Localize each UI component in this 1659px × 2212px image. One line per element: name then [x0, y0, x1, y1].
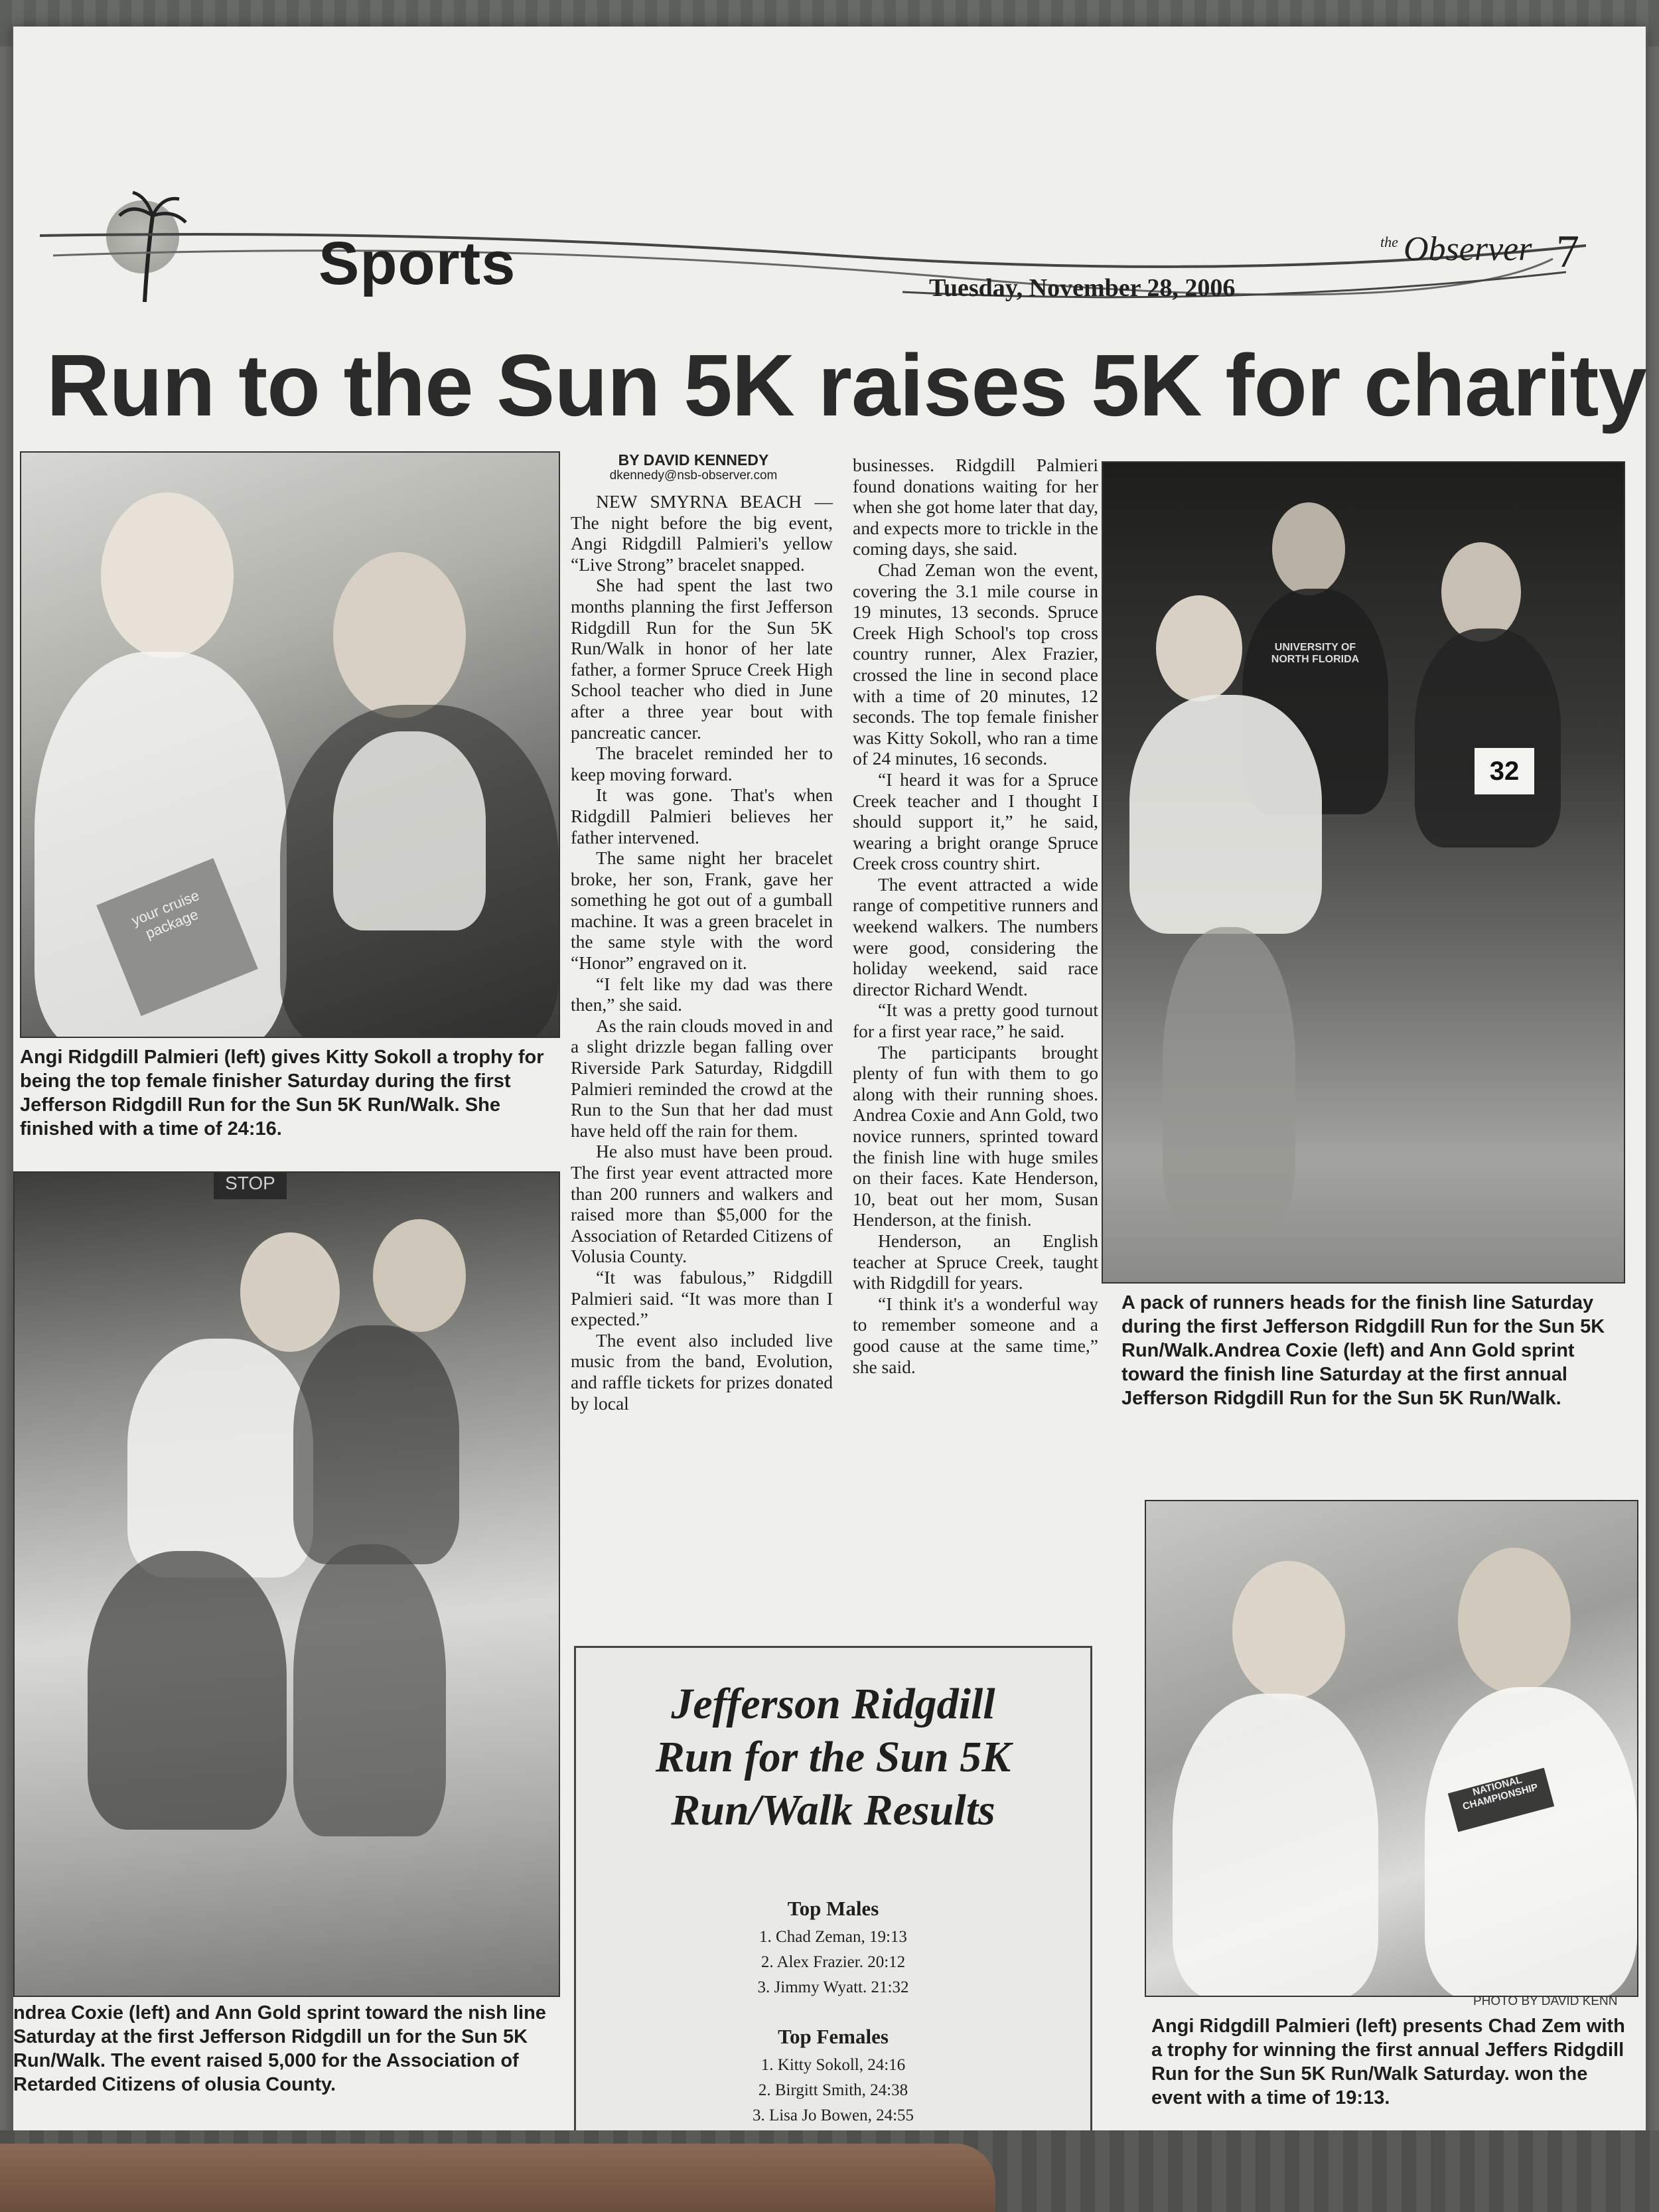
article-column-2 — [853, 455, 1098, 1377]
shirt-logo: NATIONAL CHAMPIONSHIP — [1448, 1768, 1554, 1832]
results-title-line: Run/Walk Results — [671, 1786, 995, 1834]
article-paragraph: The same night her bracelet broke, her son, Frank, gave her something he got out of a gumball machine. It was a green bracelet in the same style with the word “Honor” engraved on it. — [571, 848, 833, 974]
byline: BY DAVID KENNEDY — [618, 451, 769, 469]
article-paragraph: Chad Zeman won the event, covering the 3.1 mile course in 19 minutes, 13 seconds. Spruce Creek High School's top cross country runner, Alex Frazier, crossed the line in second place with a time of 20 minutes, 12 seconds. The top female finisher was Kitty Sokoll, who ran a time of 24 minutes, 16 seconds. — [853, 559, 1098, 769]
photo-trophy-presentation — [20, 451, 560, 1038]
results-title-line: Jefferson Ridgdill — [671, 1680, 995, 1728]
newspaper-page — [13, 27, 1646, 2157]
article-paragraph: The event also included live music from the band, Evolution, and raffle tickets for prizes donated by local — [571, 1329, 833, 1414]
results-box — [574, 1646, 1092, 2151]
article-paragraph: She had spent the last two months planning the first Jefferson Ridgdill Run for the Sun 5K Run/Walk in honor of her late father, a former Spruce Creek High School teacher who died in June after a three year bout with pancreatic cancer. — [571, 575, 833, 743]
top-males-heading: Top Males — [787, 1897, 879, 1920]
result-item: 3. Lisa Jo Bowen, 24:55 — [752, 2106, 914, 2124]
article-paragraph: The event attracted a wide range of competitive runners and weekend walkers. The numbers were good, considering the holiday weekend, said race director Richard Wendt. — [853, 873, 1098, 999]
caption-top-left: Angi Ridgdill Palmieri (left) gives Kitty Sokoll a trophy for being the top female finisher Saturday during the first Jefferson Ridgdill Run for the Sun 5K Run/Walk. She finished with a time of 24:16. — [20, 1047, 544, 1140]
caption-bottom-right: Angi Ridgdill Palmieri (left) presents Chad Zem with a trophy for winning the first annual Jeffers Ridgdill Run for the Sun 5K Run/Walk Saturday. won the event with a time of 19:13. — [1151, 2016, 1625, 2108]
stop-sign: STOP — [214, 1173, 287, 1199]
article-paragraph: It was gone. That's when Ridgdill Palmieri believes her father intervened. — [571, 784, 833, 848]
caption-bottom-left: ndrea Coxie (left) and Ann Gold sprint toward the nish line Saturday at the first Jefferson Ridgdill un for the Sun 5K Run/Walk. The event raised 5,000 for the Association of Retarded Citizens of olusia County. — [13, 2002, 546, 2095]
race-bib: 32 — [1475, 748, 1534, 794]
results-title — [576, 1678, 1090, 1837]
section-title: Sports — [319, 230, 516, 297]
page-number: 7 — [1556, 226, 1579, 277]
result-item: 3. Jimmy Wyatt. 21:32 — [757, 1978, 909, 1996]
top-females-heading: Top Females — [778, 2025, 889, 2048]
caption-top-right: A pack of runners heads for the finish line Saturday during the first Jefferson Ridgdill Run for the Sun 5K Run/Walk.Andrea Coxie (left) and Ann Gold sprint toward the finish line Saturday at the first annual Jefferson Ridgdill Run for the Sun 5K Run/Walk. — [1121, 1292, 1605, 1409]
headline: Run to the Sun 5K raises 5K for charity — [46, 336, 1646, 434]
article-paragraph: “I heard it was for a Spruce Creek teacher and I thought I should support it,” he said, wearing a bright orange Spruce Creek cross country shirt. — [853, 769, 1098, 874]
result-item: 1. Chad Zeman, 19:13 — [759, 1928, 907, 1946]
article-column-1 — [571, 491, 833, 1414]
book-cover: your cruise package — [96, 858, 258, 1016]
result-item: 2. Birgitt Smith, 24:38 — [758, 2081, 908, 2099]
article-paragraph: He also must have been proud. The first year event attracted more than 200 runners and walkers and raised more than $5,000 for the Association of Retarded Citizens of Volusia County. — [571, 1141, 833, 1267]
issue-date: Tuesday, November 28, 2006 — [929, 274, 1236, 302]
article-paragraph: As the rain clouds moved in and a slight drizzle began falling over Riverside Park Saturday, Ridgdill Palmieri reminded the crowd at the Run to the Sun that her dad must have held off the rain for them. — [571, 1015, 833, 1141]
masthead-prefix: the — [1380, 234, 1398, 250]
article-paragraph: “I think it's a wonderful way to remember someone and a good cause at the same time,” she said. — [853, 1293, 1098, 1377]
article-paragraph: “It was fabulous,” Ridgdill Palmieri said. “It was more than I expected.” — [571, 1266, 833, 1330]
article-paragraph: The participants brought plenty of fun with them to go along with their running shoes. Andrea Coxie and Ann Gold, two novice runners, sprinted toward the finish line with huge smiles on their faces. Kate Henderson, 10, beat out her mom, Susan Henderson, at the finish. — [853, 1041, 1098, 1230]
article-paragraph: Henderson, an English teacher at Spruce Creek, taught with Ridgdill for years. — [853, 1230, 1098, 1293]
result-item: 2. Alex Frazier. 20:12 — [760, 1953, 906, 1971]
article-paragraph: “I felt like my dad was there then,” she said. — [571, 973, 833, 1015]
article-paragraph: NEW SMYRNA BEACH — The night before the big event, Angi Ridgdill Palmieri's yellow “Live Strong” bracelet snapped. — [571, 491, 833, 575]
article-paragraph: The bracelet reminded her to keep moving forward. — [571, 743, 833, 784]
photo-pack-of-runners — [1102, 461, 1625, 1284]
article-paragraph: businesses. Ridgdill Palmieri found donations waiting for her when she got home later that day, and expects more to trickle in the coming days, she said. — [853, 455, 1098, 559]
hand — [0, 2144, 995, 2212]
result-item: 1. Kitty Sokoll, 24:16 — [760, 2056, 906, 2074]
photo-winner-trophy — [1145, 1500, 1638, 1997]
results-title-line: Run for the Sun 5K — [655, 1733, 1011, 1781]
photo-credit: PHOTO BY DAVID KENN — [1473, 1994, 1618, 2008]
article-paragraph: “It was a pretty good turnout for a first year race,” he said. — [853, 999, 1098, 1042]
shirt-text: UNIVERSITY OF NORTH FLORIDA — [1271, 642, 1360, 665]
photo-sprinting-runners — [13, 1171, 560, 1997]
byline-email: dkennedy@nsb-observer.com — [609, 469, 778, 482]
header-swoosh — [40, 192, 1586, 325]
masthead: Observer — [1404, 230, 1532, 268]
